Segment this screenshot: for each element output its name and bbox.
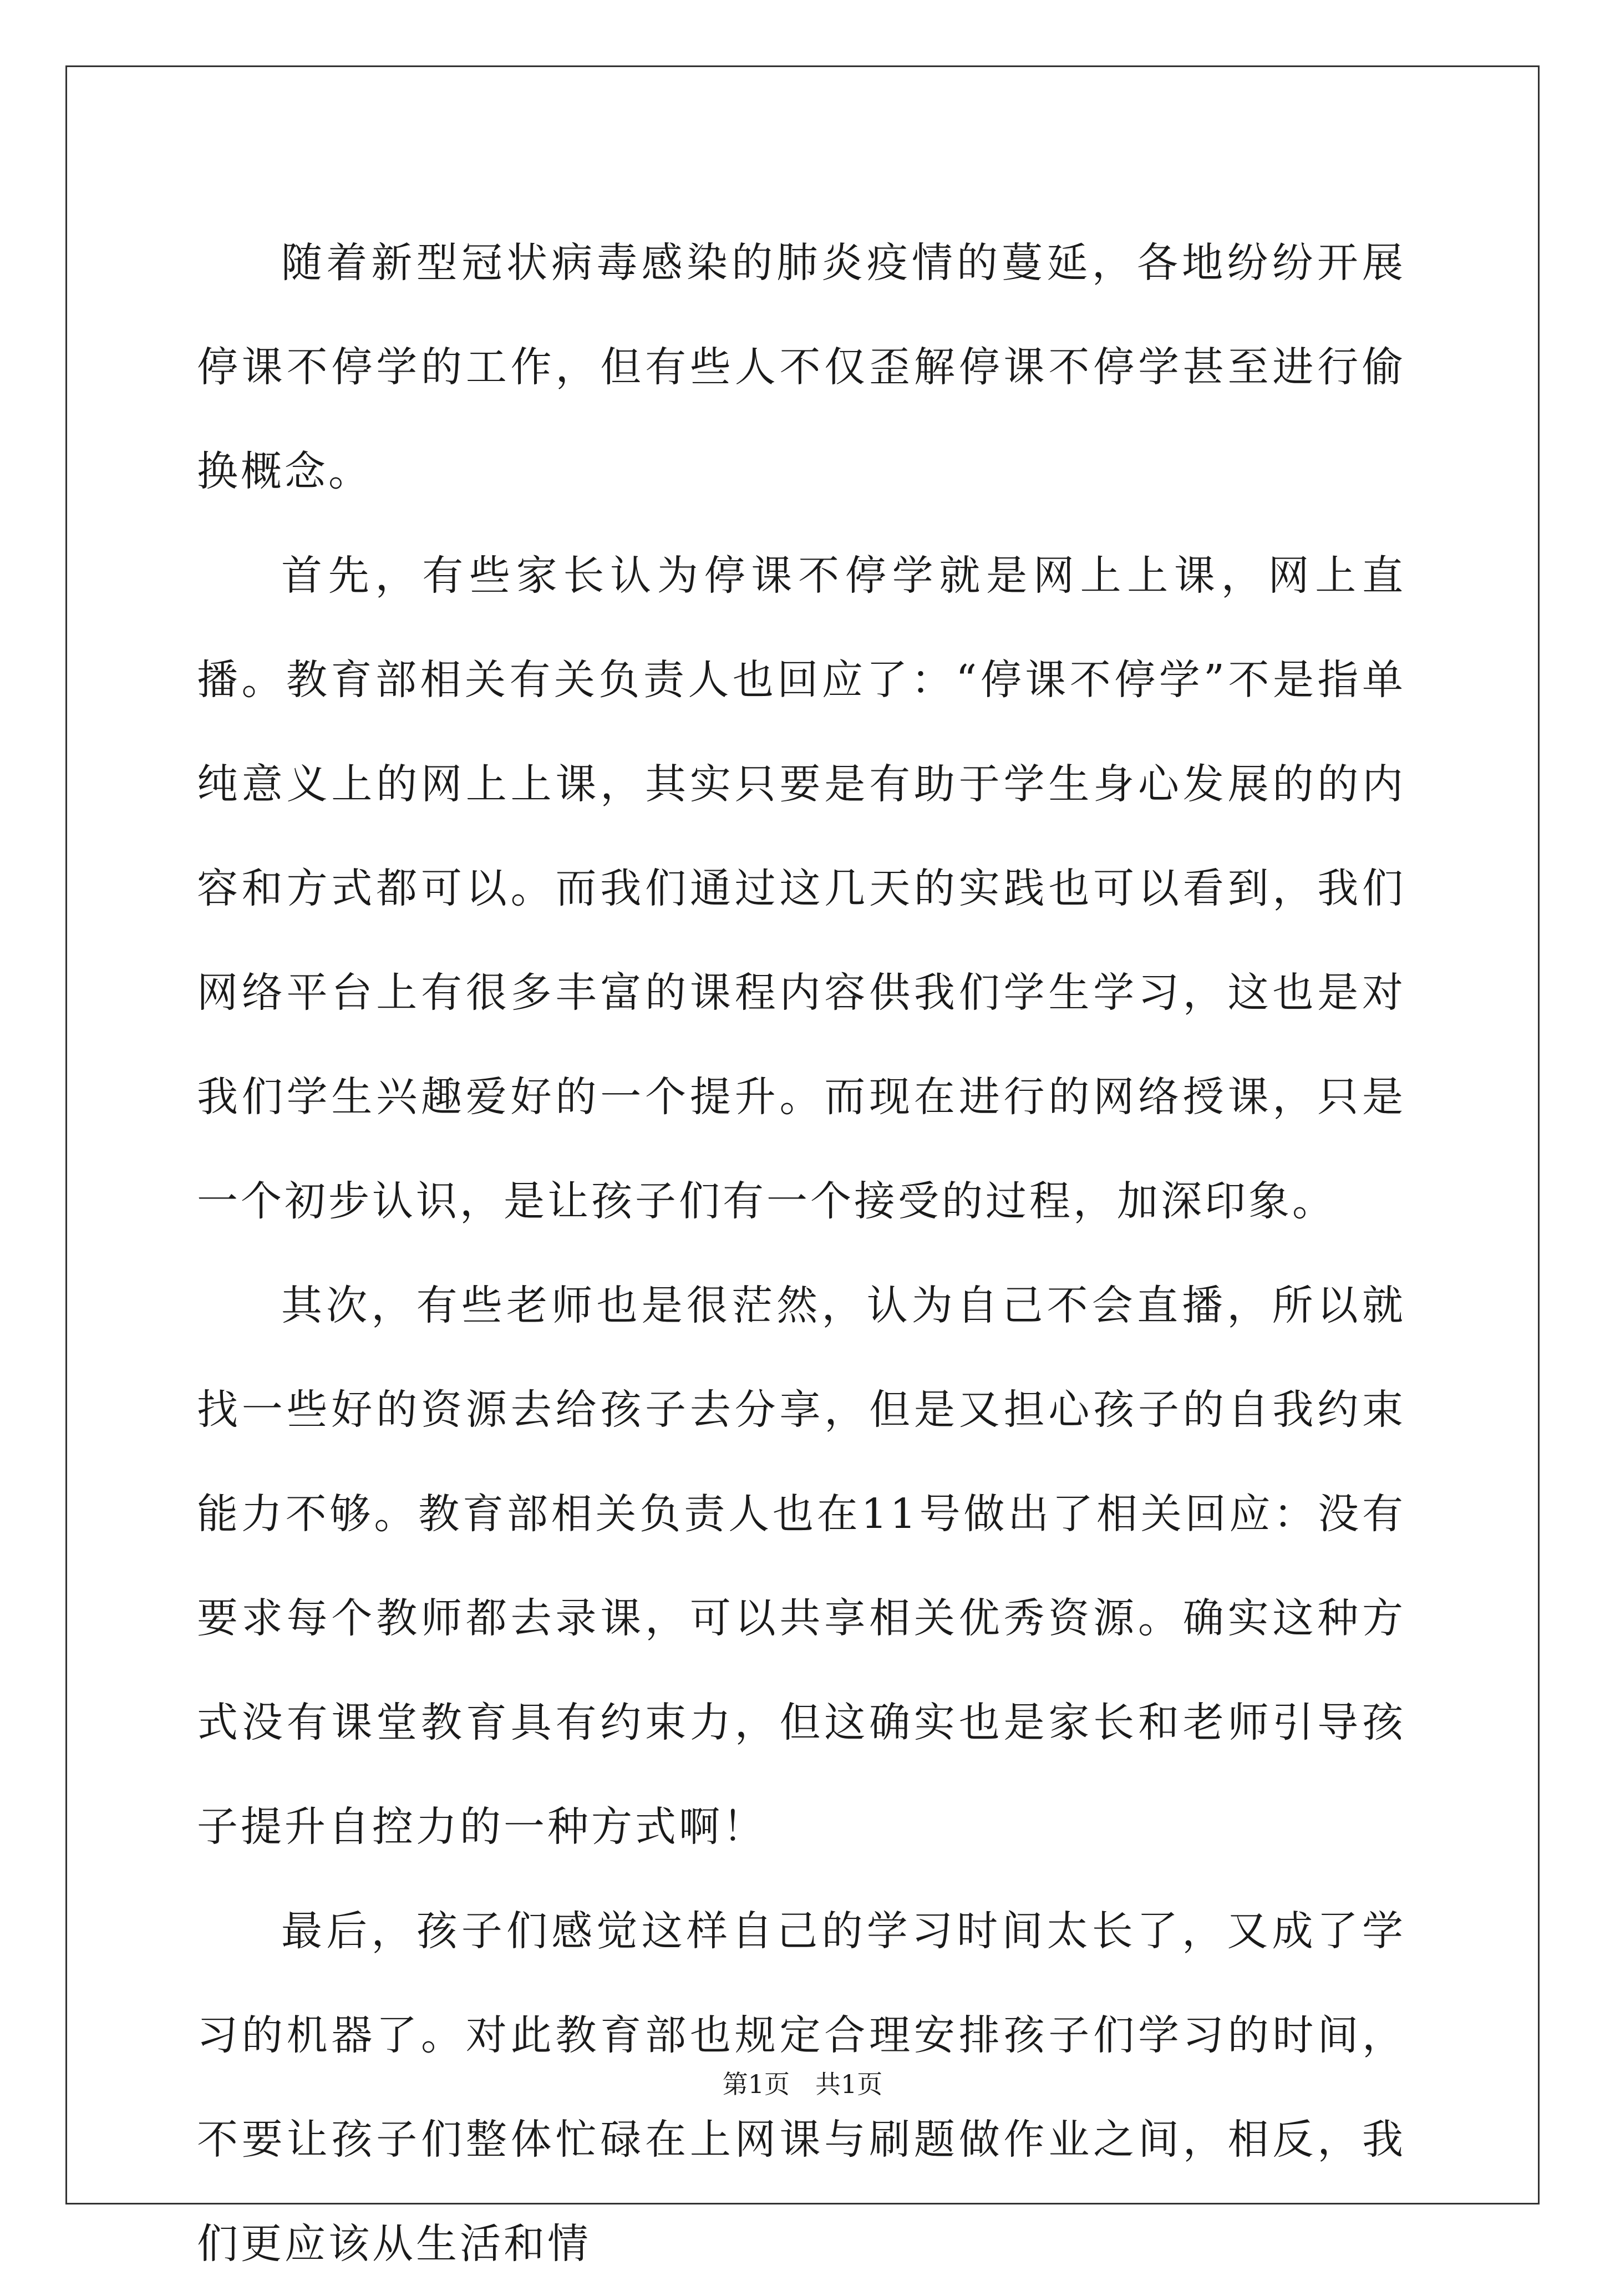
paragraph-2: 首先，有些家长认为停课不停学就是网上上课，网上直播。教育部相关有关负责人也回应了：“停课不停学”不是指单纯意义上的网上上课，其实只要是有助于学生身心发展的的内容和方式都可以。而我们通过这几天的实践也可以看到，我们网络平台上有很多丰富的课程内容供我们学生学习，这也是对我们学生兴趣爱好的一个提升。而现在进行的网络授课，只是一个初步认识，是让孩子们有一个接受的过程，加深印象。	[197, 552, 1406, 1225]
paragraph-3: 其次，有些老师也是很茫然，认为自己不会直播，所以就找一些好的资源去给孩子去分享，但是又担心孩子的自我约束能力不够。教育部相关负责人也在11号做出了相关回应：没有要求每个教师都去录课，可以共享相关优秀资源。确实这种方式没有课堂教育具有约束力，但这确实也是家长和老师引导孩子提升自控力的一种方式啊！	[197, 1282, 1406, 1851]
document-body	[197, 211, 1406, 2296]
page-number-footer: 第1页 共1页	[722, 2069, 883, 2099]
paragraph-4: 最后，孩子们感觉这样自己的学习时间太长了，又成了学习的机器了。对此教育部也规定合理安排孩子们学习的时间，不要让孩子们整体忙碌在上网课与刷题做作业之间，相反，我们更应该从生活和情	[197, 1907, 1406, 2268]
paragraph-1: 随着新型冠状病毒感染的肺炎疫情的蔓延，各地纷纷开展停课不停学的工作，但有些人不仅歪解停课不停学甚至进行偷换概念。	[197, 239, 1406, 495]
